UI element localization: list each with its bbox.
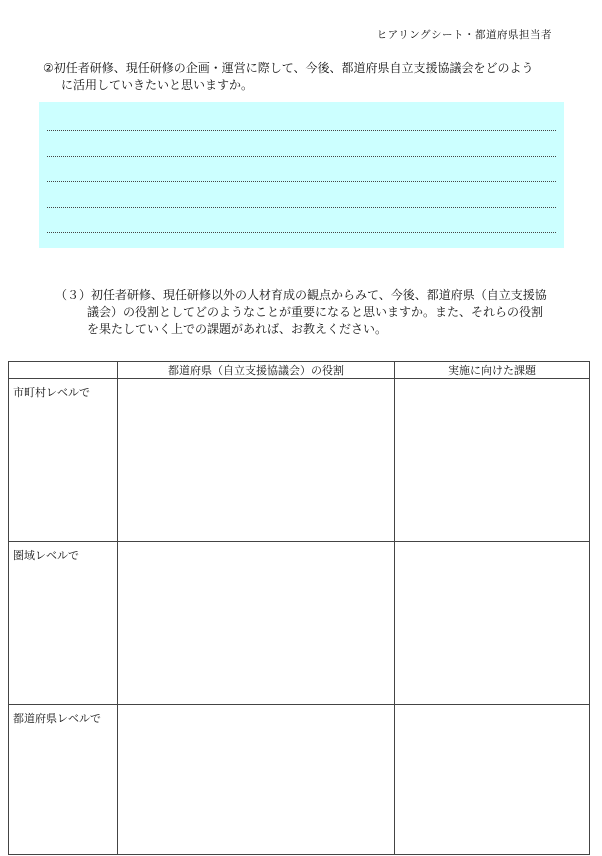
cell-municipal-issues[interactable] xyxy=(395,379,590,542)
table-header-issues: 実施に向けた課題 xyxy=(395,362,590,379)
question-3-line-2: 議会）の役割としてどのようなことが重要になると思いますか。また、それらの役割 xyxy=(87,305,544,319)
answer-line[interactable] xyxy=(47,130,556,131)
row-label-municipal: 市町村レベルで xyxy=(9,379,118,542)
cell-regional-role[interactable] xyxy=(118,542,395,705)
sheet-header-label: ヒアリングシート・都道府県担当者 xyxy=(376,29,552,41)
question-2 xyxy=(43,60,563,94)
row-label-regional: 圏域レベルで xyxy=(9,542,118,705)
question-2-line-1: ②初任者研修、現任研修の企画・運営に際して、今後、都道府県自立支援協議会をどのよう xyxy=(43,61,534,75)
table-header-role: 都道府県（自立支援協議会）の役割 xyxy=(118,362,395,379)
question-2-line-2: に活用していきたいと思いますか。 xyxy=(61,78,254,92)
table-row xyxy=(9,705,590,855)
answer-line[interactable] xyxy=(47,156,556,157)
table-row xyxy=(9,379,590,542)
question-3-line-1: （３）初任者研修、現任研修以外の人材育成の観点からみて、今後、都道府県（自立支援協 xyxy=(55,288,547,302)
response-table xyxy=(8,361,590,855)
question-3-line-3: を果たしていく上での課題があれば、お教えください。 xyxy=(87,322,388,336)
table-header-row xyxy=(9,362,590,379)
table-row xyxy=(9,542,590,705)
answer-line[interactable] xyxy=(47,232,556,233)
cell-regional-issues[interactable] xyxy=(395,542,590,705)
question-3 xyxy=(55,287,565,338)
answer-line[interactable] xyxy=(47,207,556,208)
answer-box[interactable] xyxy=(39,102,564,248)
cell-prefectural-issues[interactable] xyxy=(395,705,590,855)
cell-prefectural-role[interactable] xyxy=(118,705,395,855)
cell-municipal-role[interactable] xyxy=(118,379,395,542)
answer-line[interactable] xyxy=(47,181,556,182)
table-header-corner xyxy=(9,362,118,379)
row-label-prefectural: 都道府県レベルで xyxy=(9,705,118,855)
